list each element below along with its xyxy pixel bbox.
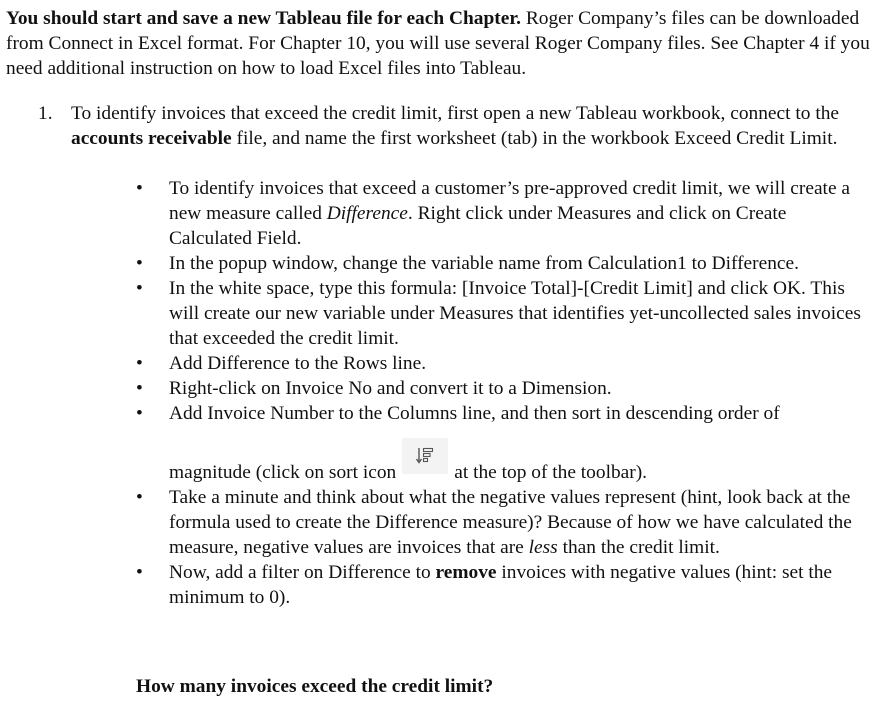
intro-text: Roger Company’s files can be downloaded from Connect in Excel format. For Chapter 10, you will use several Roger Company files. See Chapter 4 if you need additional instruction on how to load Excel files into Tableau. [6,8,870,79]
bullet-item [136,276,866,351]
bullet-item [136,176,866,251]
instruction-bullet-list [136,176,866,610]
bullet-4-text: Add Difference to the Rows line. [169,353,427,374]
bullet-2-text: In the popup window, change the variable name from Calculation1 to Difference. [169,253,799,274]
bullet-7-text-b: than the credit limit. [557,537,720,558]
intro-paragraph [6,6,872,81]
bullet-icon: • [136,487,143,508]
intro-bold-text: You should start and save a new Tableau file for each Chapter. [6,8,521,29]
bullet-6-text-c: at the top of the toolbar). [454,462,648,483]
bullet-1-text-a: To identify invoices that exceed a customer’s pre-approved credit limit, we will create a new measure called [169,178,851,224]
bullet-icon: • [136,353,143,374]
bullet-8-text-a: Now, add a filter on Difference to [169,562,436,583]
bullet-1-italic: Difference [326,203,408,224]
bullet-item [136,401,866,485]
bullet-icon: • [136,378,143,399]
bullet-3-text: In the white space, type this formula: [Invoice Total]-[Credit Limit] and click OK. This will create our new variable under Measures that identifies yet-uncollected sales invoices that exceeded the credit limit. [169,278,861,349]
bullet-icon: • [136,278,143,299]
bullet-icon: • [136,403,143,424]
bullet-7-italic: less [528,537,558,558]
bullet-item [136,376,866,401]
bullet-icon: • [136,178,143,199]
bullet-8-text-b: invoices with negative values (hint: set the minimum to 0). [169,562,833,608]
bullet-5-text: Right-click on Invoice No and convert it to a Dimension. [169,378,612,399]
bullet-6-text-a: Add Invoice Number to the Columns line, and then sort in descending order of [169,403,780,424]
question-heading: How many invoices exceed the credit limit? [136,676,494,697]
bullet-item [136,251,866,276]
bullet-item [136,485,866,560]
bullet-1-text-b: . Right click under Measures and click on Create Calculated Field. [169,203,787,249]
step-1 [38,101,868,151]
bullet-8-bold: remove [435,562,497,583]
step-1-bold-filename: accounts receivable [71,128,232,149]
sort-descending-icon [402,438,448,474]
bullet-icon: • [136,253,143,274]
step-1-text-a: To identify invoices that exceed the credit limit, first open a new Tableau workbook, connect to the [71,103,840,124]
bullet-6-sort-line [169,438,866,485]
bullet-item [136,560,866,610]
step-1-text [71,101,868,151]
bullet-7-text-a: Take a minute and think about what the negative values represent (hint, look back at the formula used to create the Difference measure)? Because of how we have calculated the measure, negative values are invoices that are [169,487,852,558]
step-1-text-b: file, and name the first worksheet (tab) in the workbook Exceed Credit Limit. [231,128,838,149]
bullet-item [136,351,866,376]
step-number: 1. [38,103,53,124]
bullet-6-text-b: magnitude (click on sort icon [169,462,397,483]
bullet-icon: • [136,562,143,583]
